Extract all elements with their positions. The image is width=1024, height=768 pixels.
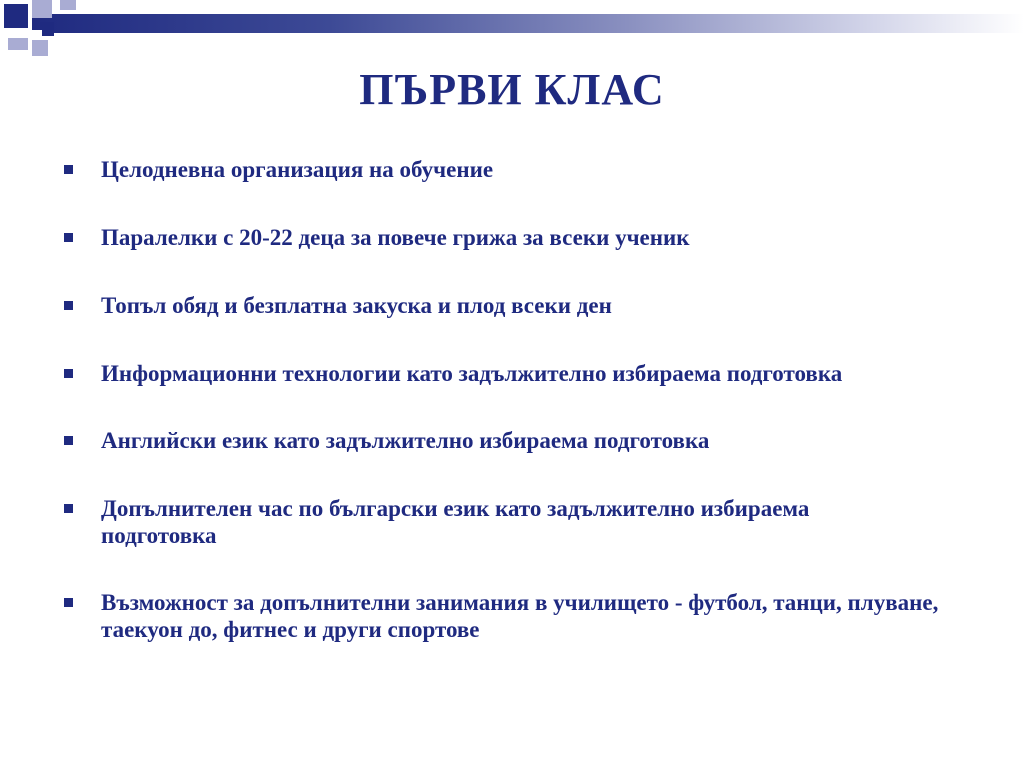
square-bullet-icon <box>64 504 73 513</box>
header-decoration <box>0 0 1024 64</box>
square-bullet-icon <box>64 165 73 174</box>
bullet-text: Английски език като задължително избираема подготовка <box>101 428 710 453</box>
bullet-list <box>64 150 964 643</box>
square-bullet-icon <box>64 233 73 242</box>
square-bullet-icon <box>64 598 73 607</box>
bullet-text: Допълнителен час по български език като задължително избираема подготовка <box>101 496 810 548</box>
bullet-text: Целодневна организация на обучение <box>101 157 494 182</box>
bullet-item <box>64 495 881 549</box>
bullet-item <box>64 224 964 251</box>
square-bullet-icon <box>64 369 73 378</box>
square-bullet-icon <box>64 301 73 310</box>
bullet-item <box>64 156 964 183</box>
bullet-item <box>64 589 981 643</box>
bullet-item <box>64 427 964 454</box>
bullet-item <box>64 292 964 319</box>
bullet-text: Информационни технологии като задължително избираема подготовка <box>101 361 843 386</box>
bullet-text: Възможност за допълнителни занимания в училището - футбол, танци, плуване, таекуон до, фитнес и други спортове <box>101 590 939 642</box>
bullet-item <box>64 360 901 387</box>
slide-title: ПЪРВИ КЛАС <box>359 65 665 114</box>
header-gradient-bar <box>32 14 1024 33</box>
bullet-text: Паралелки с 20-22 деца за повече грижа за всеки ученик <box>101 225 690 250</box>
square-bullet-icon <box>64 436 73 445</box>
bullet-text: Топъл обяд и безплатна закуска и плод всеки ден <box>101 293 612 318</box>
